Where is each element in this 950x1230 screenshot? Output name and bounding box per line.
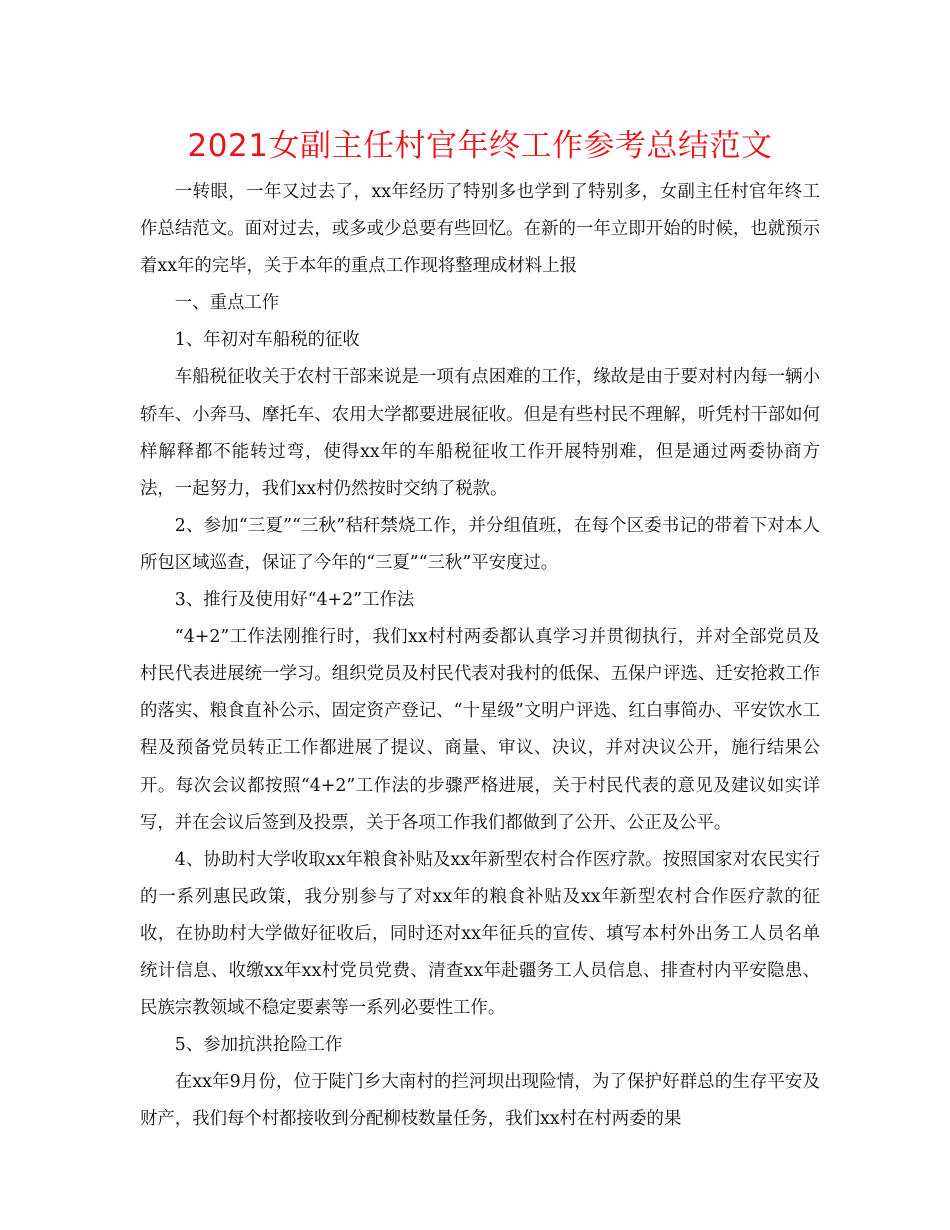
- paragraph-work-method: “4+2”工作法刚推行时，我们xx村村两委都认真学习并贯彻执行，并对全部党员及村民代表进展统一学习。组织党员及村民代表对我村的低保、五保户评选、迁安抢救工作的落实、粮食直补公示、固定资产登记、“十星级”文明户评选、红白事简办、平安饮水工程及预备党员转正工作都进展了提议、商量、审议、决议，并对决议公开，施行结果公开。每次会议都按照“4+2”工作法的步骤严格进展，关于村民代表的意见及建议如实详写，并在会议后签到及投票，关于各项工作我们都做到了公开、公正及公平。: [140, 627, 820, 833]
- document-title: 2021女副主任村官年终工作参考总结范文: [187, 128, 773, 164]
- paragraph-intro: 一转眼，一年又过去了，xx年经历了特别多也学到了特别多，女副主任村官年终工作总结范文。面对过去，或多或少总要有些回忆。在新的一年立即开始的时候，也就预示着xx年的完毕，关于本年的重点工作现将整理成材料上报: [140, 182, 820, 277]
- paragraph-subsidy: 4、协助村大学收取xx年粮食补贴及xx年新型农村合作医疗款。按照国家对农民实行的一系列惠民政策，我分别参与了对xx年的粮食补贴及xx年新型农村合作医疗款的征收，在协助村大学做好征收后，同时还对xx年征兵的宣传、填写本村外出务工人员名单统计信息、收缴xx年xx村党员党费、清查xx年赴疆务工人员信息、排查村内平安隐患、民族宗教领域不稳定要素等一系列必要性工作。: [140, 849, 820, 1019]
- item-heading-5: 5、参加抗洪抢险工作: [174, 1035, 343, 1056]
- section-heading-key-work: 一、重点工作: [174, 293, 280, 314]
- paragraph-flood-control: 在xx年9月份，位于陡门乡大南村的拦河坝出现险情，为了保护好群总的生存平安及财产，我们每个村都接收到分配柳枝数量任务，我们xx村在村两委的果: [140, 1072, 820, 1130]
- item-heading-1: 1、年初对车船税的征收: [174, 330, 360, 351]
- paragraph-straw-burning: 2、参加“三夏”“三秋”秸秆禁烧工作，并分组值班，在每个区委书记的带着下对本人所包区域巡查，保证了今年的“三夏”“三秋”平安度过。: [140, 515, 820, 573]
- paragraph-vehicle-tax: 车船税征收关于农村干部来说是一项有点困难的工作，缘故是由于要对村内每一辆小轿车、小奔马、摩托车、农用大学都要进展征收。但是有些村民不理解，听凭村干部如何样解释都不能转过弯，使得xx年的车船税征收工作开展特别难，但是通过两委协商方法，一起努力，我们xx村仍然按时交纳了税款。: [140, 367, 820, 499]
- document-body: [140, 174, 820, 1138]
- item-heading-3: 3、推行及使用好“4+2”工作法: [174, 590, 415, 611]
